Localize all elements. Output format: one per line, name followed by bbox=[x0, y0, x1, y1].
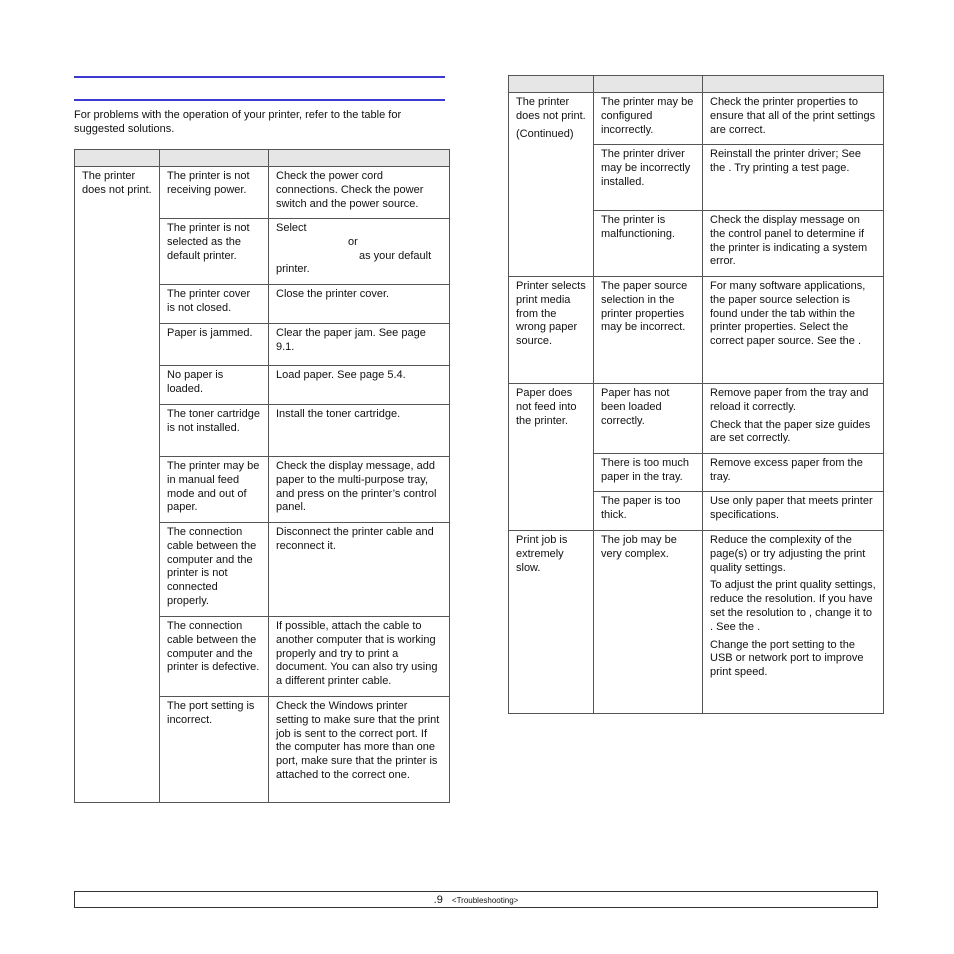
solution-cell: If possible, attach the cable to another computer that is working properly and try to print a document. You can also try using a different printer cable. bbox=[269, 617, 450, 697]
cause-cell: The printer cover is not closed. bbox=[160, 285, 269, 324]
solution-cell: Check the display message on the control panel to determine if the printer is indicating a system error. bbox=[703, 211, 884, 277]
solution-cell: Disconnect the printer cable and reconnect it. bbox=[269, 523, 450, 617]
table-row bbox=[509, 384, 884, 454]
cause-cell: The port setting is incorrect. bbox=[160, 697, 269, 803]
section-name: <Troubleshooting> bbox=[451, 896, 519, 905]
header-solution bbox=[703, 76, 884, 93]
troubleshooting-table-left bbox=[74, 149, 450, 803]
solution-cell: Check the power cord connections. Check the power switch and the power source. bbox=[269, 167, 450, 219]
heading-rule-top bbox=[74, 76, 445, 78]
cause-cell: The printer is not selected as the default printer. bbox=[160, 219, 269, 285]
cause-cell: Paper is jammed. bbox=[160, 324, 269, 366]
condition-cell bbox=[509, 93, 594, 277]
table-row bbox=[75, 167, 450, 219]
page-footer bbox=[74, 891, 878, 908]
solution-line: Select bbox=[276, 222, 307, 234]
header-solution bbox=[269, 150, 450, 167]
condition-cell: Paper does not feed into the printer. bbox=[509, 384, 594, 531]
solution-paragraph: Check that the paper size guides are set correctly. bbox=[710, 418, 871, 445]
condition-cell: The printer does not print. bbox=[75, 167, 160, 803]
table-row bbox=[509, 531, 884, 714]
cause-cell: The printer is not receiving power. bbox=[160, 167, 269, 219]
solution-cell: Install the toner cartridge. bbox=[269, 405, 450, 457]
table-header-row bbox=[509, 76, 884, 93]
solution-cell: For many software applications, the paper source selection is found under the tab within the printer properties. Select the correct paper source. See the . bbox=[703, 277, 884, 384]
continued-label: (Continued) bbox=[516, 127, 574, 140]
intro-paragraph: For problems with the operation of your printer, refer to the table for suggested solutions. bbox=[74, 109, 402, 135]
cause-cell: The connection cable between the computer and the printer is defective. bbox=[160, 617, 269, 697]
solution-cell: Check the printer properties to ensure that all of the print settings are correct. bbox=[703, 93, 884, 145]
cause-cell: The toner cartridge is not installed. bbox=[160, 405, 269, 457]
header-condition bbox=[75, 150, 160, 167]
solution-cell: Check the Windows printer setting to make sure that the print job is sent to the correct port. If the computer has more than one port, make sure that the printer is attached to the correct one. bbox=[269, 697, 450, 803]
page-number: .9 bbox=[433, 894, 443, 906]
solution-cell: Clear the paper jam. See page 9.1. bbox=[269, 324, 450, 366]
solution-cell: Remove excess paper from the tray. bbox=[703, 454, 884, 492]
cause-cell: There is too much paper in the tray. bbox=[594, 454, 703, 492]
troubleshooting-table-right bbox=[508, 75, 884, 714]
header-cause bbox=[160, 150, 269, 167]
heading-rule-bottom bbox=[74, 99, 445, 101]
cause-cell: The job may be very complex. bbox=[594, 531, 703, 714]
solution-paragraph: Remove paper from the tray and reload it correctly. bbox=[710, 387, 869, 413]
condition-cell: Print job is extremely slow. bbox=[509, 531, 594, 714]
cause-cell: No paper is loaded. bbox=[160, 366, 269, 405]
cause-cell: The paper is too thick. bbox=[594, 492, 703, 531]
cause-cell: The printer is malfunctioning. bbox=[594, 211, 703, 277]
table-row bbox=[509, 93, 884, 145]
condition-text: The printer does not print. bbox=[516, 96, 586, 122]
solution-paragraph: Change the port setting to the USB or network port to improve print speed. bbox=[710, 638, 864, 679]
table-header-row bbox=[75, 150, 450, 167]
header-cause bbox=[594, 76, 703, 93]
solution-cell: Close the printer cover. bbox=[269, 285, 450, 324]
solution-cell: Load paper. See page 5.4. bbox=[269, 366, 450, 405]
cause-cell: Paper has not been loaded correctly. bbox=[594, 384, 703, 454]
solution-cell: Check the display message, add paper to the multi-purpose tray, and press on the printer’s control panel. bbox=[269, 457, 450, 523]
cause-cell: The paper source selection in the printer properties may be incorrect. bbox=[594, 277, 703, 384]
solution-cell bbox=[703, 384, 884, 454]
condition-cell: Printer selects print media from the wrong paper source. bbox=[509, 277, 594, 384]
solution-cell bbox=[703, 531, 884, 714]
cause-cell: The printer driver may be incorrectly installed. bbox=[594, 145, 703, 211]
solution-paragraph: Reduce the complexity of the page(s) or try adjusting the print quality settings. bbox=[710, 534, 866, 574]
table-row bbox=[509, 277, 884, 384]
solution-cell bbox=[269, 219, 450, 285]
cause-cell: The printer may be in manual feed mode and out of paper. bbox=[160, 457, 269, 523]
cause-cell: The connection cable between the computer and the printer is not connected properly. bbox=[160, 523, 269, 617]
solution-paragraph: To adjust the print quality settings, reduce the resolution. If you have set the resolution to , change it to . See the . bbox=[710, 579, 876, 633]
solution-line: as your default bbox=[359, 249, 432, 262]
solution-cell: Reinstall the printer driver; See the . Try printing a test page. bbox=[703, 145, 884, 211]
header-condition bbox=[509, 76, 594, 93]
solution-line: printer. bbox=[276, 263, 310, 276]
solution-line: or bbox=[348, 235, 358, 248]
cause-cell: The printer may be configured incorrectly. bbox=[594, 93, 703, 145]
solution-cell: Use only paper that meets printer specifications. bbox=[703, 492, 884, 531]
